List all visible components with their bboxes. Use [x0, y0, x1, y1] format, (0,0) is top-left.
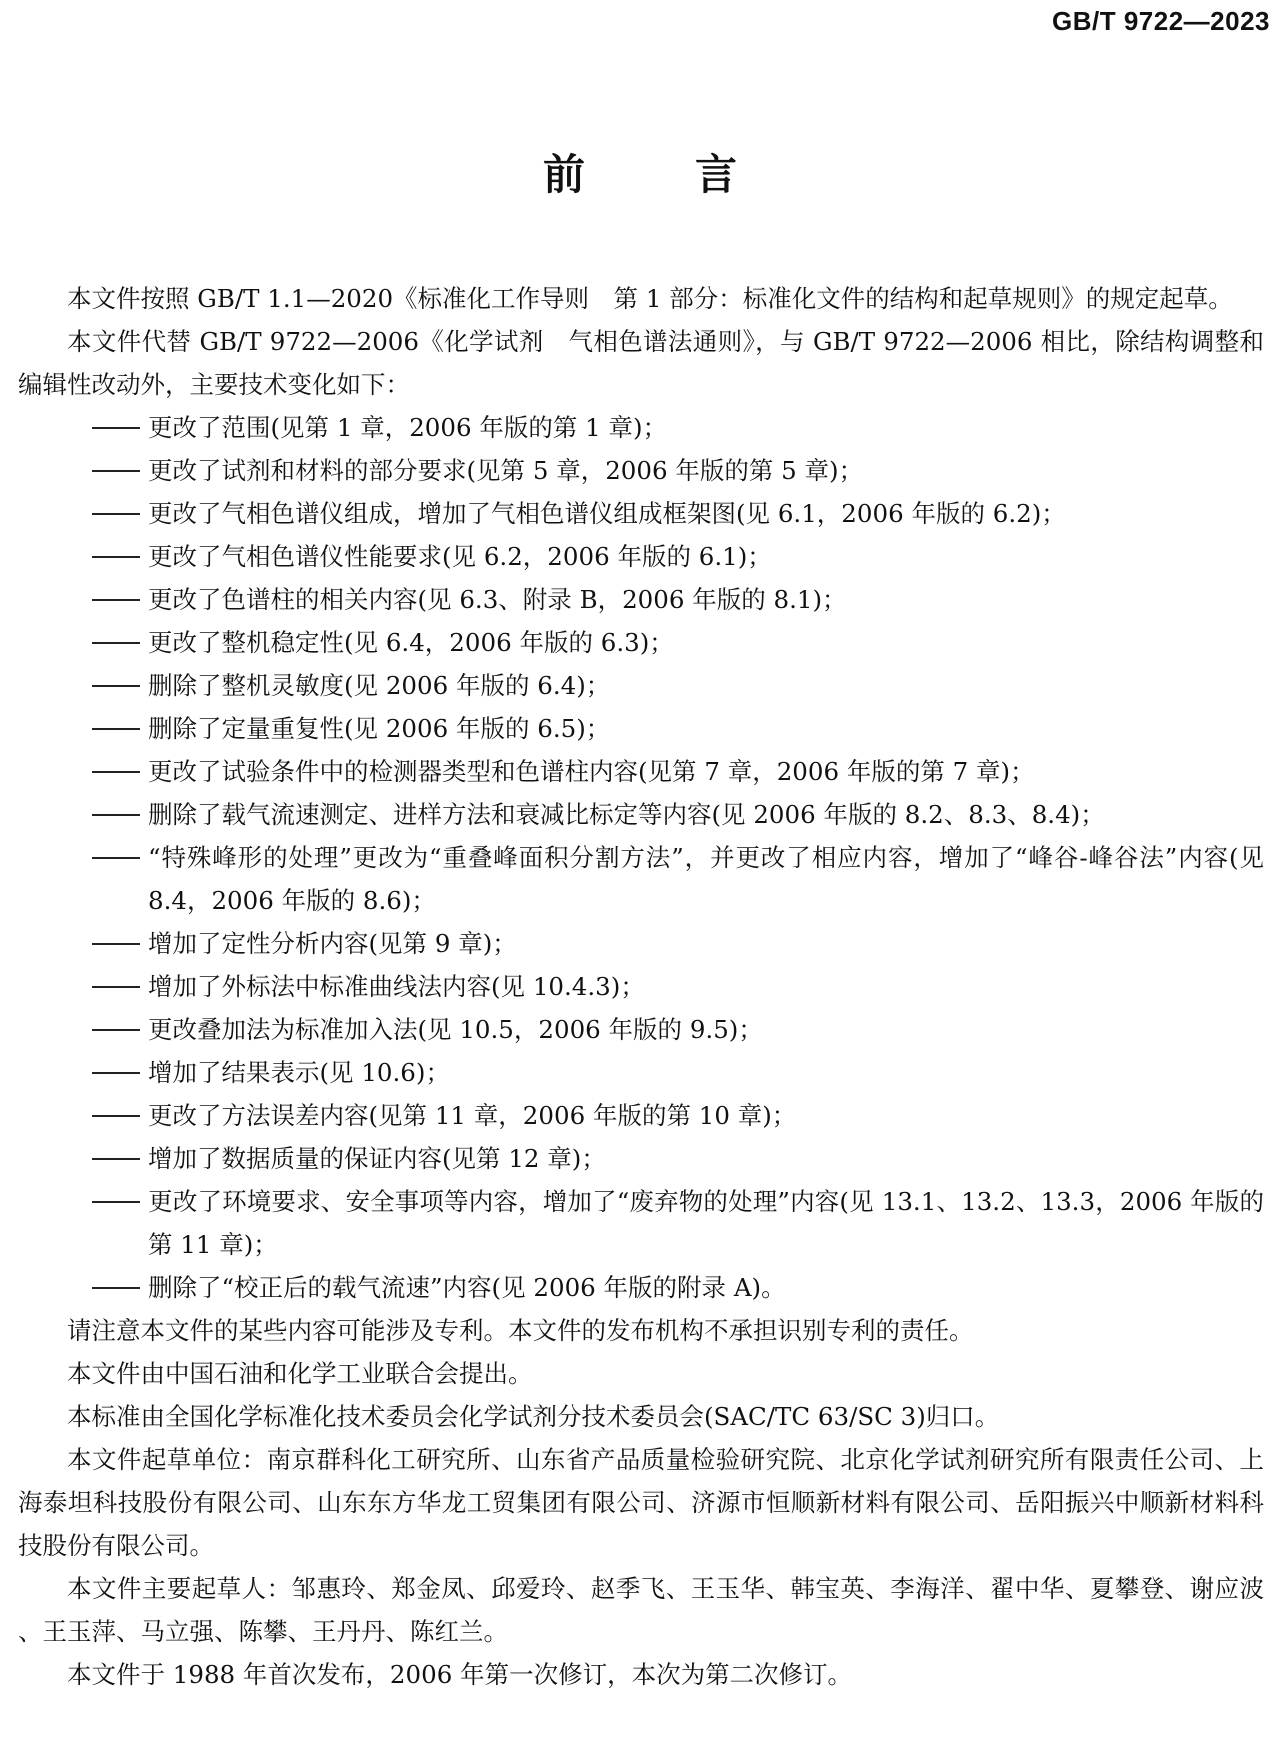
list-item: 增加了定性分析内容(见第 9 章)； — [92, 922, 1264, 965]
list-item: 增加了数据质量的保证内容(见第 12 章)； — [92, 1137, 1264, 1180]
list-item: 更改了试验条件中的检测器类型和色谱柱内容(见第 7 章，2006 年版的第 7 章)； — [92, 750, 1264, 793]
list-item: 更改了范围(见第 1 章，2006 年版的第 1 章)； — [92, 406, 1264, 449]
dash-icon — [92, 1201, 140, 1203]
paragraph-patent-note: 请注意本文件的某些内容可能涉及专利。本文件的发布机构不承担识别专利的责任。 — [67, 1316, 974, 1345]
list-item: 更改叠加法为标准加入法(见 10.5，2006 年版的 9.5)； — [92, 1008, 1264, 1051]
list-item: “特殊峰形的处理”更改为“重叠峰面积分割方法”，并更改了相应内容，增加了“峰谷-峰谷法”内容(见 8.4，2006 年版的 8.6)； — [92, 836, 1264, 922]
list-item: 增加了结果表示(见 10.6)； — [92, 1051, 1264, 1094]
dash-icon — [92, 857, 140, 859]
foreword-body — [18, 277, 1264, 1696]
standard-number-header: GB/T 9722—2023 — [1051, 6, 1270, 36]
dash-icon — [92, 513, 140, 515]
list-item: 更改了色谱柱的相关内容(见 6.3、附录 B，2006 年版的 8.1)； — [92, 578, 1264, 621]
dash-icon — [92, 1158, 140, 1160]
changes-list — [18, 406, 1264, 1309]
page-title: 前言 — [542, 150, 847, 199]
list-item: 增加了外标法中标准曲线法内容(见 10.4.3)； — [92, 965, 1264, 1008]
paragraph-drafting-units: 本文件起草单位：南京群科化工研究所、山东省产品质量检验研究院、北京化学试剂研究所有限责任公司、上海泰坦科技股份有限公司、山东东方华龙工贸集团有限公司、济源市恒顺新材料有限公司、岳阳振兴中顺新材料科技股份有限公司。 — [18, 1445, 1264, 1560]
dash-icon — [92, 986, 140, 988]
list-item: 更改了试剂和材料的部分要求(见第 5 章，2006 年版的第 5 章)； — [92, 449, 1264, 492]
paragraph-proposer: 本文件由中国石油和化学工业联合会提出。 — [67, 1359, 533, 1388]
dash-icon — [92, 814, 140, 816]
dash-icon — [92, 470, 140, 472]
paragraph-replacement: 本文件代替 GB/T 9722—2006《化学试剂 气相色谱法通则》，与 GB/T 9722—2006 相比，除结构调整和编辑性改动外，主要技术变化如下： — [18, 327, 1264, 399]
dash-icon — [92, 1287, 140, 1289]
list-item: 更改了整机稳定性(见 6.4，2006 年版的 6.3)； — [92, 621, 1264, 664]
list-item: 删除了定量重复性(见 2006 年版的 6.5)； — [92, 707, 1264, 750]
list-item: 删除了整机灵敏度(见 2006 年版的 6.4)； — [92, 664, 1264, 707]
dash-icon — [92, 771, 140, 773]
dash-icon — [92, 728, 140, 730]
list-item: 更改了气相色谱仪组成，增加了气相色谱仪组成框架图(见 6.1，2006 年版的 6.2)； — [92, 492, 1264, 535]
paragraph-history: 本文件于 1988 年首次发布，2006 年第一次修订，本次为第二次修订。 — [67, 1660, 853, 1689]
paragraph-centralized: 本标准由全国化学标准化技术委员会化学试剂分技术委员会(SAC/TC 63/SC 3)归口。 — [67, 1402, 1000, 1431]
list-item: 删除了“校正后的载气流速”内容(见 2006 年版的附录 A)。 — [92, 1266, 1264, 1309]
dash-icon — [92, 642, 140, 644]
dash-icon — [92, 427, 140, 429]
list-item: 更改了方法误差内容(见第 11 章，2006 年版的第 10 章)； — [92, 1094, 1264, 1137]
dash-icon — [92, 943, 140, 945]
paragraph-drafting-rules: 本文件按照 GB/T 1.1—2020《标准化工作导则 第 1 部分：标准化文件的结构和起草规则》的规定起草。 — [67, 284, 1233, 313]
list-item: 更改了环境要求、安全事项等内容，增加了“废弃物的处理”内容(见 13.1、13.2、13.3，2006 年版的第 11 章)； — [92, 1180, 1264, 1266]
paragraph-drafters: 本文件主要起草人：邹惠玲、郑金凤、邱爱玲、赵季飞、王玉华、韩宝英、李海洋、翟中华、夏攀登、谢应波 、王玉萍、马立强、陈攀、王丹丹、陈红兰。 — [18, 1574, 1264, 1646]
dash-icon — [92, 685, 140, 687]
list-item: 更改了气相色谱仪性能要求(见 6.2，2006 年版的 6.1)； — [92, 535, 1264, 578]
dash-icon — [92, 1115, 140, 1117]
dash-icon — [92, 1072, 140, 1074]
list-item: 删除了载气流速测定、进样方法和衰减比标定等内容(见 2006 年版的 8.2、8.3、8.4)； — [92, 793, 1264, 836]
dash-icon — [92, 1029, 140, 1031]
dash-icon — [92, 599, 140, 601]
dash-icon — [92, 556, 140, 558]
